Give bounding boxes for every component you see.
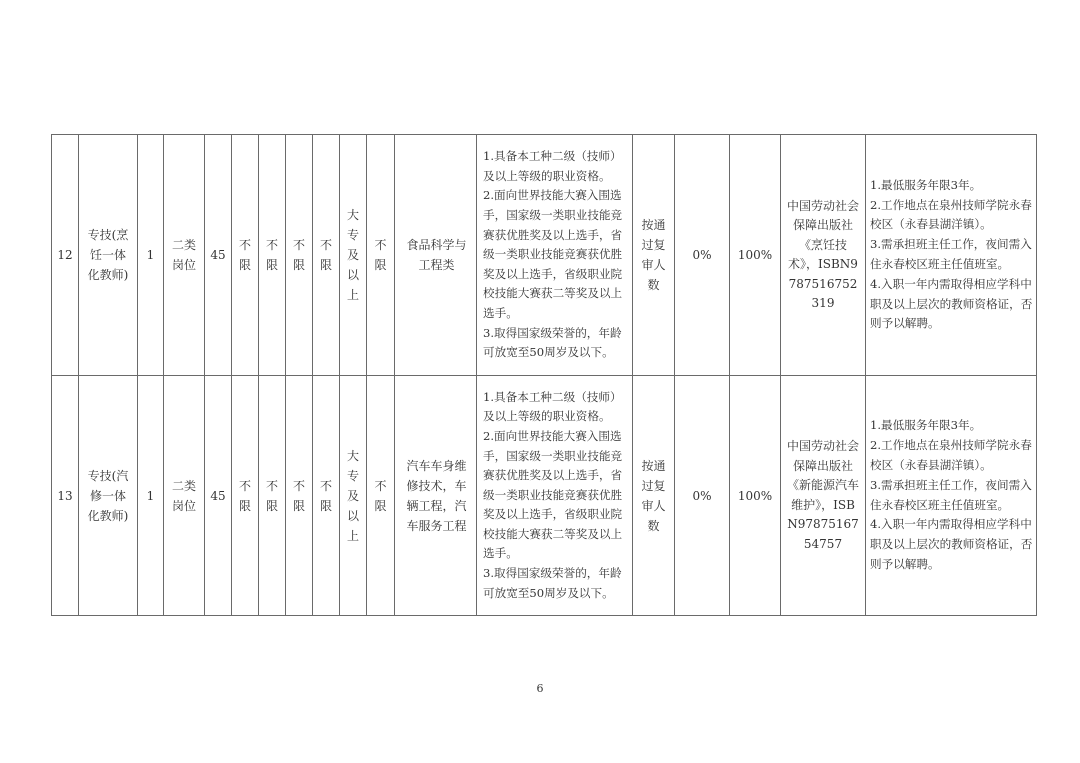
- ratio-method-cell: 按通过复审人数: [633, 135, 675, 376]
- note-item: 3.需承担班主任工作，夜间需入住永春校区班主任值班室。: [870, 477, 1032, 512]
- note-item: 2.工作地点在泉州技师学院永春校区（永春县湖洋镇）。: [870, 438, 1032, 472]
- table-row: [52, 376, 1037, 616]
- table-row: [52, 135, 1037, 376]
- limit-c-cell: 不限: [286, 135, 313, 376]
- category-cell: 二类岗位: [164, 135, 205, 376]
- note-item: 4.入职一年内需取得相应学科中职及以上层次的教师资格证，否则予以解聘。: [870, 517, 1033, 571]
- limit-a-cell: 不限: [232, 135, 259, 376]
- requirement-item: 2.面向世界技能大赛入围选手，国家级一类职业技能竞赛获优胜奖及以上选手，省级一类职业技能竞赛获优胜奖及以上选手，省级职业院校技能大赛获二等奖及以上选手。: [483, 428, 623, 561]
- major-cell: 食品科学与工程类: [395, 135, 477, 376]
- note-item: 4.入职一年内需取得相应学科中职及以上层次的教师资格证，否则予以解聘。: [870, 276, 1033, 331]
- limit-d-cell: 不限: [313, 376, 340, 616]
- limit-b-cell: 不限: [259, 135, 286, 376]
- requirement-item: 1.具备本工种二级（技师）及以上等级的职业资格。: [483, 389, 622, 424]
- seq-cell: 12: [52, 135, 79, 376]
- degree-cell: 不限: [367, 376, 395, 616]
- position-cell: 专技(烹饪一体化教师): [79, 135, 138, 376]
- page-number: 6: [536, 682, 544, 695]
- major-cell: 汽车车身维修技术，车辆工程，汽车服务工程: [395, 376, 477, 616]
- position-cell: 专技(汽修一体化教师): [79, 376, 138, 616]
- note-item: 3.需承担班主任工作，夜间需入住永春校区班主任值班室。: [870, 237, 1032, 271]
- limit-a-cell: 不限: [232, 376, 259, 616]
- requirement-item: 3.取得国家级荣誉的，年龄可放宽至50周岁及以下。: [483, 566, 622, 600]
- notes-cell: [866, 376, 1037, 616]
- notes-cell: [866, 135, 1037, 376]
- reference-book-cell: 中国劳动社会保障出版社《新能源汽车维护》，ISBN9787516754757: [781, 376, 866, 616]
- education-cell: 大专及以上: [340, 135, 367, 376]
- recruitment-table: [51, 134, 1037, 616]
- seq-cell: 13: [52, 376, 79, 616]
- age-cell: 45: [205, 376, 232, 616]
- requirements-cell: [477, 135, 633, 376]
- ratio-method-cell: 按通过复审人数: [633, 376, 675, 616]
- written-weight-cell: 0%: [675, 376, 730, 616]
- written-weight-cell: 0%: [675, 135, 730, 376]
- limit-d-cell: 不限: [313, 135, 340, 376]
- limit-c-cell: 不限: [286, 376, 313, 616]
- requirement-item: 3.取得国家级荣誉的，年龄可放宽至50周岁及以下。: [483, 325, 622, 360]
- requirement-item: 1.具备本工种二级（技师）及以上等级的职业资格。: [483, 149, 622, 183]
- requirements-cell: [477, 376, 633, 616]
- education-cell: 大专及以上: [340, 376, 367, 616]
- note-item: 1.最低服务年限3年。: [870, 177, 982, 192]
- requirement-item: 2.面向世界技能大赛入围选手，国家级一类职业技能竞赛获优胜奖及以上选手，省级一类职业技能竞赛获优胜奖及以上选手，省级职业院校技能大赛获二等奖及以上选手。: [483, 188, 623, 320]
- count-cell: 1: [138, 135, 164, 376]
- count-cell: 1: [138, 376, 164, 616]
- age-cell: 45: [205, 135, 232, 376]
- reference-book-cell: 中国劳动社会保障出版社《烹饪技术》，ISBN9787516752319: [781, 135, 866, 376]
- note-item: 1.最低服务年限3年。: [870, 418, 982, 433]
- interview-weight-cell: 100%: [730, 376, 781, 616]
- degree-cell: 不限: [367, 135, 395, 376]
- category-cell: 二类岗位: [164, 376, 205, 616]
- interview-weight-cell: 100%: [730, 135, 781, 376]
- note-item: 2.工作地点在泉州技师学院永春校区（永春县湖洋镇）。: [870, 197, 1032, 232]
- limit-b-cell: 不限: [259, 376, 286, 616]
